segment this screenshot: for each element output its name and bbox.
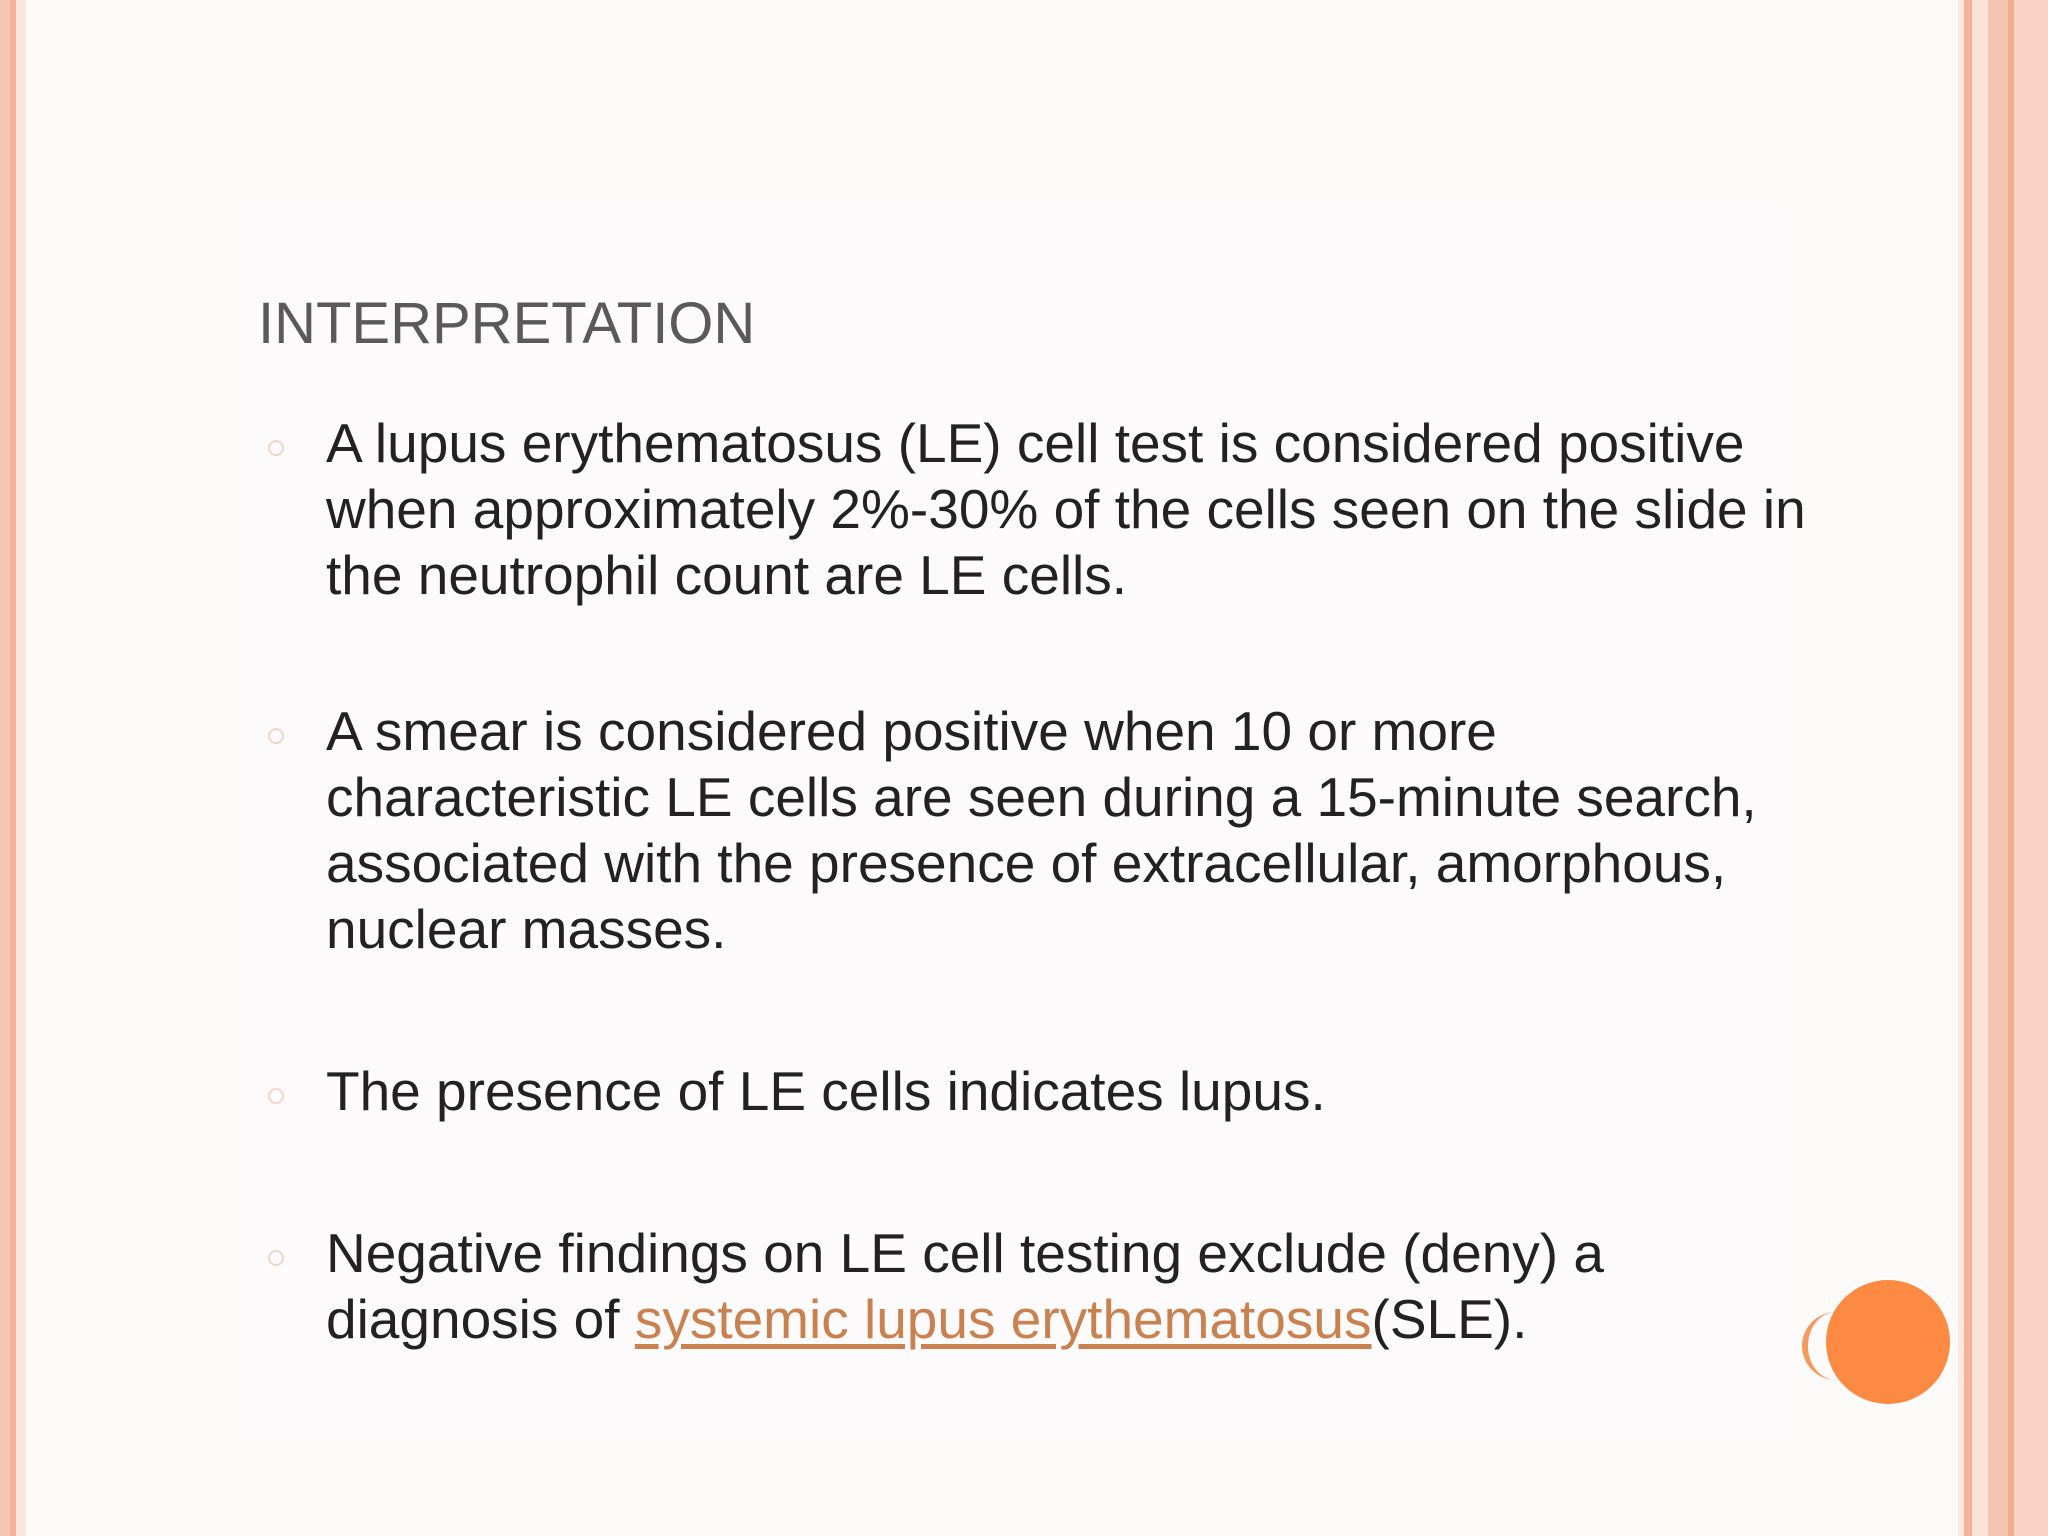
bullet-text: A lupus erythematosus (LE) cell test is considered positive when approximately 2%-30% of the cells seen on the slide in the neutrophil count are LE cells. xyxy=(326,412,1806,606)
circle-bullet-icon xyxy=(268,1088,284,1104)
orange-circle-icon xyxy=(1826,1280,1950,1404)
bullet-list xyxy=(268,410,1828,1352)
bullet-item xyxy=(268,698,1828,962)
bullet-text: The presence of LE cells indicates lupus. xyxy=(326,1060,1326,1122)
circle-bullet-icon xyxy=(268,728,284,744)
left-decorative-border xyxy=(0,0,26,1536)
slide-title: INTERPRETATION xyxy=(258,291,756,356)
bullet-text-after-link: (SLE). xyxy=(1371,1288,1528,1350)
right-decorative-border xyxy=(1958,0,2048,1536)
sle-link[interactable]: systemic lupus erythematosus xyxy=(634,1288,1372,1350)
bullet-item xyxy=(268,1220,1828,1352)
bullet-text-before-link: Negative findings on LE cell testing exclude (deny) a diagnosis of xyxy=(326,1222,1604,1350)
bullet-item xyxy=(268,1058,1828,1124)
bullet-text: A smear is considered positive when 10 or more characteristic LE cells are seen during a 15-minute search, associated with the presence of extracellular, amorphous, nuclear masses. xyxy=(326,700,1757,960)
circle-bullet-icon xyxy=(268,1250,284,1266)
circle-bullet-icon xyxy=(268,440,284,456)
bullet-item xyxy=(268,410,1828,608)
